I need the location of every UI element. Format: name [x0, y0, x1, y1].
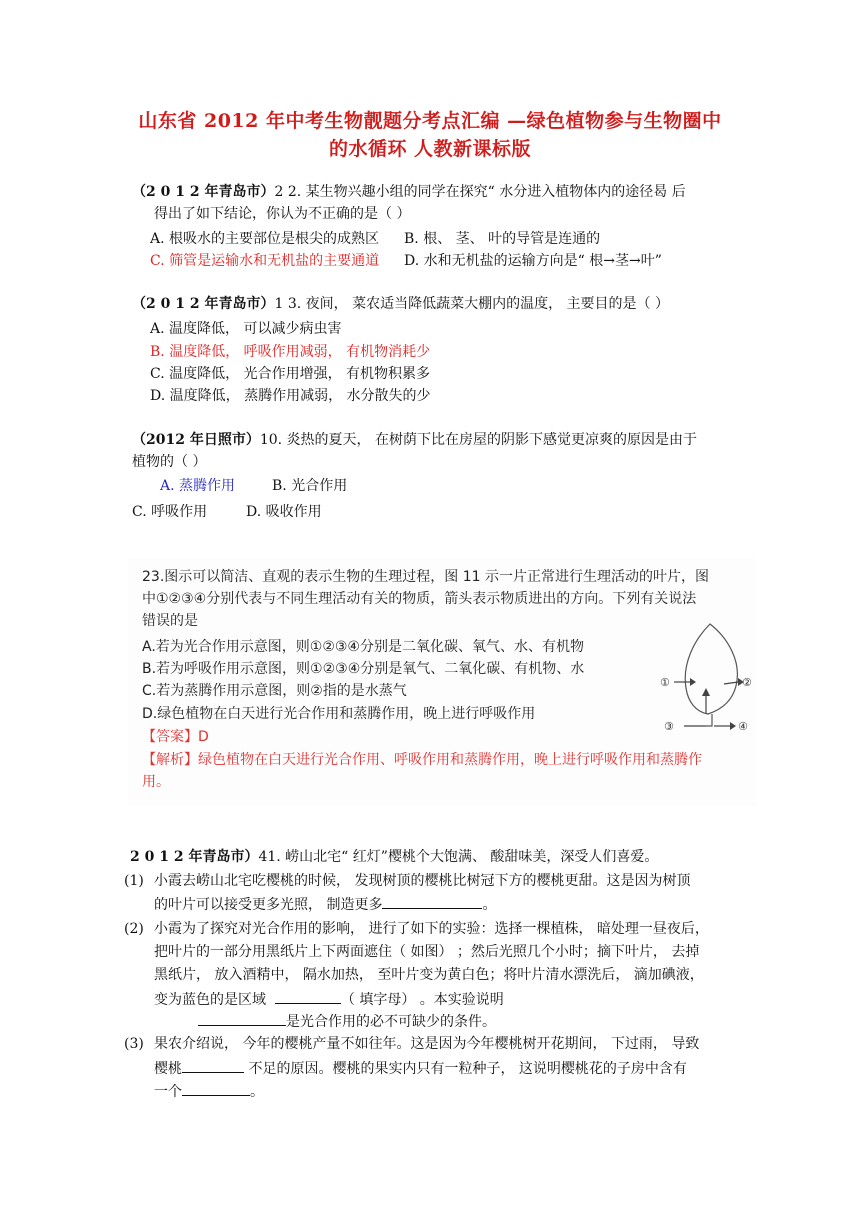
- question-source: （2 0 1 2 年青岛市）: [132, 184, 275, 200]
- label-3: ③: [664, 720, 674, 730]
- question-41-part1-num: (1): [124, 873, 144, 889]
- question-23-answer: 【答案】D: [142, 729, 209, 745]
- part3-text-a: 樱桃: [154, 1061, 182, 1077]
- question-23-scanned-block: [128, 558, 756, 806]
- document-title-line2: 的水循环 人教新课标版: [328, 138, 532, 160]
- label-1: ①: [660, 676, 670, 689]
- part3-text-d: 。: [250, 1084, 264, 1100]
- label-4: ④: [738, 720, 748, 730]
- part2-text-a: 变为蓝色的是区域: [154, 992, 266, 1008]
- question-41-part1-line1: 小霞去崂山北宅吃樱桃的时候， 发现树顶的樱桃比树冠下方的樱桃更甜。这是因为树顶: [154, 873, 691, 889]
- part2-text-b: （ 填字母） 。本实验说明: [340, 992, 504, 1008]
- part1-end: 。: [482, 897, 497, 913]
- arrow-1-head: [690, 678, 696, 686]
- question-23-option-a: A.若为光合作用示意图，则①②③④分别是二氧化碳、氧气、水、有机物: [142, 639, 584, 655]
- question-10-stem: [132, 431, 697, 449]
- question-23-option-d: D.绿色植物在白天进行光合作用和蒸腾作用，晚上进行呼吸作用: [142, 706, 536, 722]
- arrow-2-line: [724, 682, 738, 684]
- question-41-part3-line2: [154, 1058, 687, 1078]
- question-22-stem-cont: 得出了如下结论，你认为不正确的是（ ）: [154, 206, 411, 222]
- question-23-analysis-line1: 【解析】绿色植物在白天进行光合作用、呼吸作用和蒸腾作用，晚上进行呼吸作用和蒸腾作: [142, 752, 702, 768]
- answer-blank[interactable]: [275, 989, 341, 1004]
- part1-text: 的叶片可以接受更多光照， 制造更多: [154, 897, 383, 913]
- answer-blank[interactable]: [182, 1081, 250, 1096]
- question-41-part2-line3: 黑纸片， 放入酒精中， 隔水加热， 至叶片变为黄白色；将叶片清水漂洗后， 滴加碘液，: [154, 967, 704, 983]
- question-41-part2-line2: 把叶片的一部分用黑纸片上下两面遮住（ 如图） ；然后光照几个小时；摘下叶片， 去掉: [154, 944, 700, 960]
- question-source: 2 0 1 2 年青岛市）: [130, 849, 259, 865]
- question-41-part2-num: (2): [124, 921, 144, 937]
- question-13-option-b-answer: B. 温度降低， 呼吸作用减弱， 有机物消耗少: [150, 344, 431, 360]
- question-23-analysis-line2: 用。: [142, 774, 170, 790]
- question-source: （2 0 1 2 年青岛市）: [132, 296, 275, 312]
- question-41-part3-line3: [154, 1081, 264, 1101]
- question-41-part2-line4: [154, 989, 504, 1009]
- question-10-option-d: D. 吸收作用: [246, 504, 322, 520]
- question-22-option-a: A. 根吸水的主要部位是根尖的成熟区: [150, 231, 380, 247]
- question-41-part1-line2: [154, 894, 496, 914]
- question-text: 1 3. 夜间， 菜农适当降低蔬菜大棚内的温度， 主要目的是（ ）: [274, 296, 669, 312]
- answer-blank[interactable]: [182, 1058, 244, 1073]
- question-13-stem: [132, 295, 669, 313]
- question-13-option-d: D. 温度降低， 蒸腾作用减弱， 水分散失的少: [150, 388, 431, 404]
- question-text: 2 2. 某生物兴趣小组的同学在探究“ 水分进入植物体内的途径曷 后: [274, 184, 686, 200]
- question-22-option-c-answer: C. 筛管是运输水和无机盐的主要通道: [150, 253, 380, 269]
- arrow-up-head: [702, 688, 710, 696]
- question-10-option-c: C. 呼吸作用: [132, 504, 208, 520]
- question-41-part3-num: (3): [124, 1036, 144, 1052]
- answer-blank[interactable]: [382, 894, 482, 909]
- question-22-option-b: B. 根、 茎、 叶的导管是连通的: [404, 231, 601, 247]
- question-23-stem-line3: 错误的是: [142, 613, 198, 629]
- question-22-option-d: D. 水和无机盐的运输方向是“ 根→茎→叶”: [404, 253, 662, 269]
- question-23-stem-line1: 23.图示可以简洁、直观的表示生物的生理过程，图 11 示一片正常进行生理活动的叶片，图: [142, 569, 709, 585]
- question-22-stem: [132, 183, 686, 201]
- question-13-option-c: C. 温度降低， 光合作用增强， 有机物积累多: [150, 366, 431, 382]
- leaf-diagram: [650, 622, 754, 730]
- question-23-option-b: B.若为呼吸作用示意图，则①②③④分别是氧气、二氧化碳、有机物、水: [142, 661, 585, 677]
- document-title-line1: 山东省 2012 年中考生物靓题分考点汇编 —绿色植物参与生物圈中: [138, 110, 722, 132]
- arrow-4-head: [730, 722, 736, 730]
- question-41-part2-line5: [198, 1011, 496, 1031]
- part3-text-c: 一个: [154, 1084, 182, 1100]
- question-text: 41. 崂山北宅“ 红灯”樱桃个大饱满、 酸甜味美，深受人们喜爱。: [258, 849, 659, 865]
- question-41-part3-line1: 果农介绍说， 今年的樱桃产量不如往年。这是因为今年樱桃树开花期间， 下过雨， 导致: [154, 1036, 700, 1052]
- question-10-option-a-answer: A. 蒸腾作用: [160, 478, 236, 494]
- label-2: ②: [742, 676, 752, 689]
- question-text: 10. 炎热的夏天， 在树荫下比在房屋的阴影下感觉更凉爽的原因是由于: [259, 432, 698, 448]
- question-23-option-c: C.若为蒸腾作用示意图，则②指的是水蒸气: [142, 683, 407, 699]
- question-10-option-b: B. 光合作用: [272, 478, 348, 494]
- leaf-petiole: [706, 714, 712, 726]
- part3-text-b: 不足的原因。樱桃的果实内只有一粒种子， 这说明樱桃花的子房中含有: [248, 1061, 687, 1077]
- question-23-stem-line2: 中①②③④分别代表与不同生理活动有关的物质，箭头表示物质进出的方向。下列有关说法: [142, 591, 697, 607]
- question-source: （2012 年日照市）: [132, 432, 260, 448]
- question-41-stem: [130, 848, 658, 866]
- question-10-stem-cont: 植物的（ ）: [132, 454, 207, 470]
- answer-blank[interactable]: [198, 1011, 286, 1026]
- part2-text-c: 是光合作用的必不可缺少的条件。: [286, 1014, 496, 1030]
- leaf-outline: [685, 624, 737, 714]
- question-13-option-a: A. 温度降低， 可以减少病虫害: [150, 321, 342, 337]
- question-41-part2-line1: 小霞为了探究对光合作用的影响， 进行了如下的实验：选择一棵植株， 暗处理一昼夜后，: [154, 921, 709, 937]
